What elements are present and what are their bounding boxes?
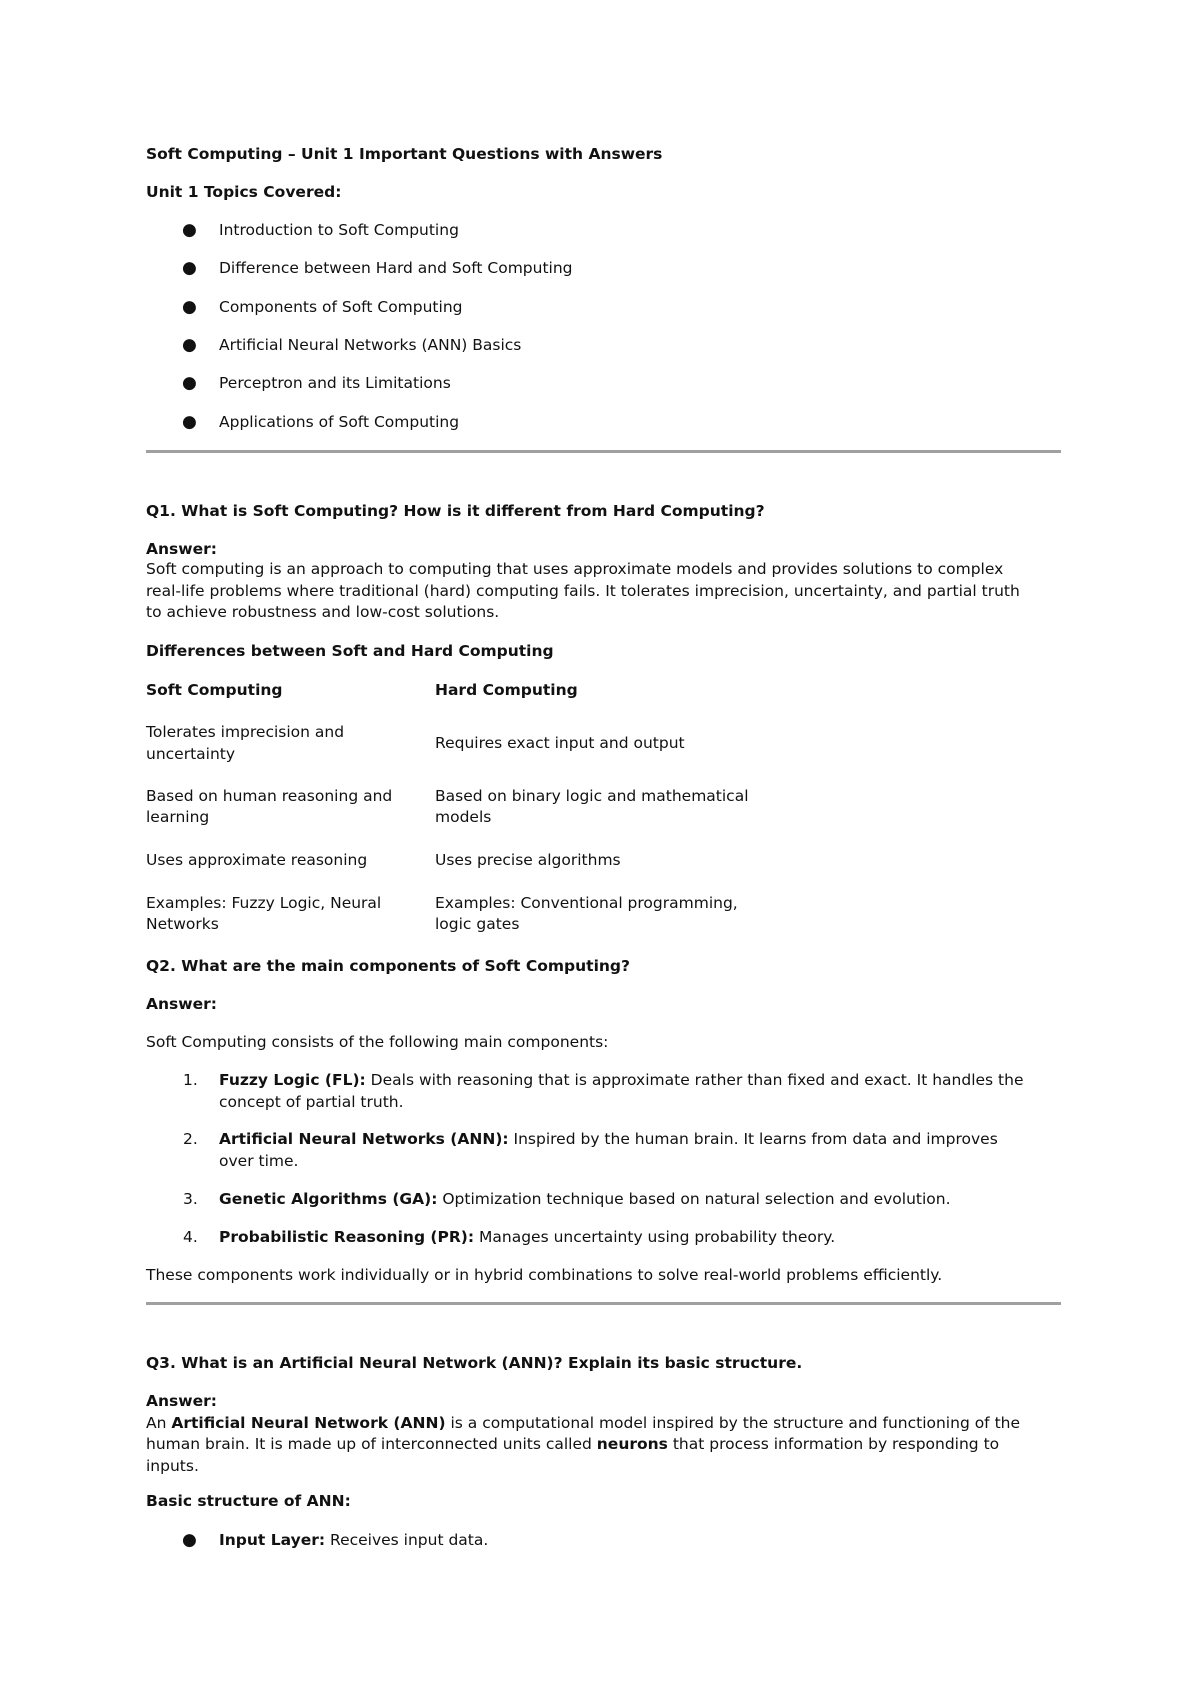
component-desc: Inspired by the human brain. It learns from data and improves [508, 1130, 998, 1148]
table-cell-soft: Networks [146, 915, 219, 933]
table-cell-soft: uncertainty [146, 745, 236, 763]
topics-heading: Unit 1 Topics Covered: [146, 183, 342, 201]
table-cell-soft: Examples: Fuzzy Logic, Neural [146, 894, 382, 912]
q3-text: that process information by responding to [667, 1435, 1000, 1453]
table-header-hard: Hard Computing [435, 681, 578, 699]
table-cell-hard: Examples: Conventional programming, [435, 894, 738, 912]
bullet-icon: ● [182, 335, 197, 355]
section-divider [146, 1302, 1061, 1305]
table-cell-hard: logic gates [435, 915, 520, 933]
q3-answer-label: Answer: [146, 1392, 217, 1410]
bullet-icon: ● [182, 373, 197, 393]
structure-term: Input Layer: [219, 1531, 326, 1549]
table-cell-hard: models [435, 808, 492, 826]
table-cell-hard: Requires exact input and output [435, 734, 685, 752]
q3-text: is a computational model inspired by the structure and functioning of the [445, 1414, 1021, 1432]
topic-text: Introduction to Soft Computing [219, 221, 459, 239]
bullet-icon: ● [182, 220, 197, 240]
q2-answer-label: Answer: [146, 995, 217, 1013]
table-cell-hard: Based on binary logic and mathematical [435, 787, 749, 805]
q3-term: Artificial Neural Network (ANN) [171, 1414, 446, 1432]
list-number: 3. [183, 1190, 198, 1208]
component-term: Artificial Neural Networks (ANN): [219, 1130, 509, 1148]
q1-answer-label: Answer: [146, 540, 217, 558]
bullet-icon: ● [182, 1530, 197, 1550]
q3-term: neurons [596, 1435, 668, 1453]
component-term: Probabilistic Reasoning (PR): [219, 1228, 475, 1246]
q1-answer-line: to achieve robustness and low-cost solutions. [146, 603, 500, 621]
component-term: Genetic Algorithms (GA): [219, 1190, 438, 1208]
q1-table-heading: Differences between Soft and Hard Computing [146, 642, 554, 660]
q2-closing: These components work individually or in hybrid combinations to solve real-world problems efficiently. [146, 1266, 943, 1284]
topic-text: Components of Soft Computing [219, 298, 463, 316]
table-header-soft: Soft Computing [146, 681, 283, 699]
q3-text: human brain. It is made up of interconnected units called [146, 1435, 597, 1453]
component-desc: concept of partial truth. [219, 1092, 404, 1111]
q3-answer-line [146, 1413, 1061, 1435]
document-title: Soft Computing – Unit 1 Important Questions with Answers [146, 145, 663, 163]
q1-answer-line: Soft computing is an approach to computing that uses approximate models and provides solutions to complex [146, 560, 1004, 578]
table-cell-hard: Uses precise algorithms [435, 851, 621, 869]
q3-answer-line [146, 1434, 1061, 1456]
topic-text: Difference between Hard and Soft Computing [219, 259, 573, 277]
table-cell-soft: Uses approximate reasoning [146, 851, 368, 869]
list-number: 4. [183, 1228, 198, 1246]
component-desc: Optimization technique based on natural selection and evolution. [437, 1190, 951, 1208]
component-desc: Deals with reasoning that is approximate rather than fixed and exact. It handles the [365, 1071, 1024, 1089]
component-desc: over time. [219, 1151, 299, 1170]
q1-answer-line: real-life problems where traditional (hard) computing fails. It tolerates imprecision, uncertainty, and partial truth [146, 582, 1020, 600]
q2-question: Q2. What are the main components of Soft Computing? [146, 957, 631, 975]
q3-text: An [146, 1414, 172, 1432]
table-cell-soft: learning [146, 808, 210, 826]
topic-text: Artificial Neural Networks (ANN) Basics [219, 336, 522, 354]
q2-intro: Soft Computing consists of the following main components: [146, 1033, 609, 1051]
q3-structure-heading: Basic structure of ANN: [146, 1492, 351, 1510]
table-cell-soft: Based on human reasoning and [146, 787, 393, 805]
q3-question: Q3. What is an Artificial Neural Network (ANN)? Explain its basic structure. [146, 1354, 803, 1372]
list-number: 1. [183, 1071, 198, 1089]
section-divider [146, 450, 1061, 453]
bullet-icon: ● [182, 258, 197, 278]
topic-text: Perceptron and its Limitations [219, 374, 451, 392]
q3-answer-line: inputs. [146, 1457, 199, 1475]
list-number: 2. [183, 1130, 198, 1148]
structure-desc: Receives input data. [325, 1531, 489, 1549]
bullet-icon: ● [182, 412, 197, 432]
topic-text: Applications of Soft Computing [219, 413, 460, 431]
component-term: Fuzzy Logic (FL): [219, 1071, 366, 1089]
table-cell-soft: Tolerates imprecision and [146, 723, 345, 741]
q1-question: Q1. What is Soft Computing? How is it different from Hard Computing? [146, 502, 765, 520]
component-desc: Manages uncertainty using probability theory. [474, 1228, 836, 1246]
bullet-icon: ● [182, 297, 197, 317]
